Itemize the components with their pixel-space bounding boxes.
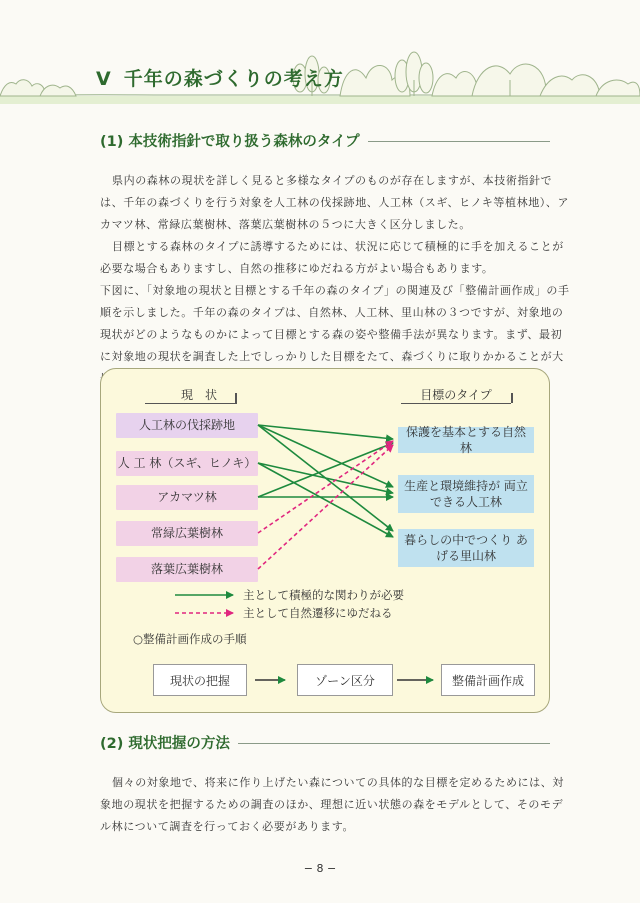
procedure-step-zoning: ゾーン区分 xyxy=(297,664,393,696)
target-box-natural-forest: 保護を基本とする自然林 xyxy=(398,427,534,453)
section1-paragraph-1: 県内の森林の現状を詳しく見ると多様なタイプのものが存在しますが、本技術指針では、千年の森づくりを行う対象を人工林の伐採跡地、人工林（スギ、ヒノキ等植林地）、アカマツ林、常緑広葉樹林、落葉広葉樹林の５つに大きく区分しました。 xyxy=(100,174,570,231)
current-state-header: 現 状 xyxy=(180,388,217,402)
target-box-managed-plantation: 生産と環境維持が 両立できる人工林 xyxy=(398,475,534,513)
current-box-logged: 人工林の伐採跡地 xyxy=(116,413,258,438)
legend-active-label: 主として積極的な関わりが必要 xyxy=(243,588,404,602)
target-type-header: 目標のタイプ xyxy=(420,388,492,402)
target-box-satoyama: 暮らしの中でつくり あげる里山林 xyxy=(398,529,534,567)
current-box-plantation: 人 工 林（スギ、ヒノキ） xyxy=(116,451,258,476)
header-banner xyxy=(0,0,640,110)
tree-silhouette-right xyxy=(293,52,640,96)
procedure-step-plan: 整備計画作成 xyxy=(441,664,535,696)
section2-heading xyxy=(100,730,550,754)
section1-paragraph-2: 目標とする森林のタイプに誘導するためには、状況に応じて積極的に手を加えることが必要な場合もありますし、自然の推移にゆだねる方がよい場合もあります。 xyxy=(100,240,564,275)
current-box-red-pine: アカマツ林 xyxy=(116,485,258,510)
tree-silhouette-left xyxy=(0,80,76,96)
active-arrow xyxy=(258,463,393,537)
natural-arrow xyxy=(258,441,393,533)
section1-heading xyxy=(100,128,550,152)
procedure-title: ○整備計画作成の手順 xyxy=(133,632,247,646)
section2-heading-text: (2) 現状把握の方法 xyxy=(100,735,230,752)
page-number: − 8 − xyxy=(303,862,337,875)
forest-type-diagram xyxy=(100,368,550,713)
natural-arrow xyxy=(258,445,393,569)
section2-paragraph: 個々の対象地で、将来に作り上げたい森についての具体的な目標を定めるためには、対象地の現状を把握するための調査のほか、理想に近い状態の森をモデルとして、そのモデル林について調査を行っておく必要があります。 xyxy=(100,776,564,833)
procedure-step-assess: 現状の把握 xyxy=(153,664,247,696)
current-box-evergreen: 常緑広葉樹林 xyxy=(116,521,258,546)
heading-rule xyxy=(368,141,550,142)
chapter-numeral: V xyxy=(96,68,112,90)
current-box-deciduous: 落葉広葉樹林 xyxy=(116,557,258,582)
chapter-title-text: 千年の森づくりの考え方 xyxy=(123,68,344,90)
relation-arrows xyxy=(101,369,551,714)
green-band xyxy=(0,96,640,104)
heading-rule xyxy=(238,743,550,744)
chapter-title xyxy=(96,64,344,91)
section1-paragraph-3: 下図に、「対象地の現状と目標とする千年の森のタイプ」の関連及び「整備計画作成」の手順を示しました。千年の森のタイプは、自然林、人工林、里山林の３つですが、対象地の現状がどのようなものかによって目標とする森の姿や整備手法が異なります。まず、最初に対象地の現状を調査した上でしっかりした目標をたて、森づくりに取りかかることが大 xyxy=(100,284,570,363)
section1-heading-text: (1) 本技術指針で取り扱う森林のタイプ xyxy=(100,133,360,150)
legend-natural-label: 主として自然遷移にゆだねる xyxy=(243,606,393,620)
active-arrow xyxy=(258,425,393,439)
